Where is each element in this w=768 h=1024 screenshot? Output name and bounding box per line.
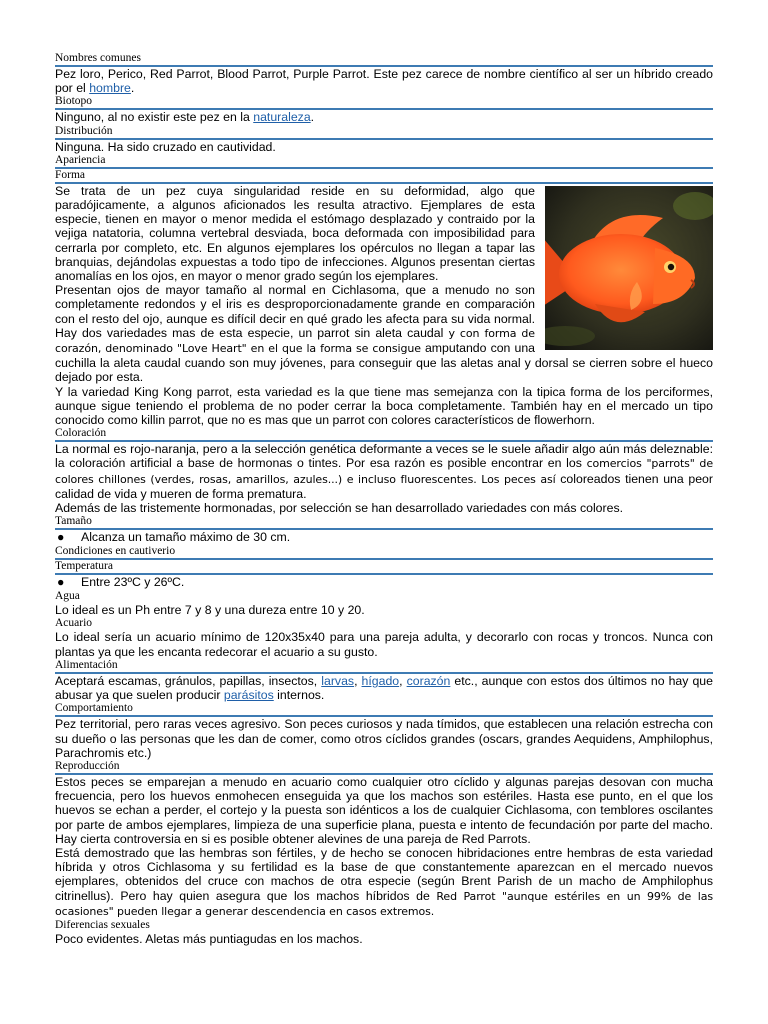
distribucion-text: Ninguna. Ha sido cruzado en cautividad. [55,139,276,154]
heading-distribucion: Distribución [55,125,713,140]
heading-diferencias-sexuales: Diferencias sexuales [55,918,150,931]
heading-condiciones: Condiciones en cautiverio [55,545,713,560]
heading-forma: Forma [55,169,713,184]
diferencias-text: Poco evidentes. Aletas más puntiagudas en los machos. [55,931,363,946]
heading-tamano: Tamaño [55,515,713,530]
forma-paragraph-3: Y la variedad King Kong parrot, esta variedad es la que tiene mas semejanza con la tipica forma de los perciformes, aunque sigue teniendo el problema de no poder cerrar la boca completamente. También hay en el mercado un tipo conocido como killin parrot, que no es mas que un parrot con colores característicos de flowerhorn. [55,384,713,428]
acuario-text: Lo ideal sería un acuario mínimo de 120x35x40 para una pareja adulta, y decorarlo con rocas y troncos. Nunca con plantas ya que les encanta redecorar el acuario a su gusto. [55,630,713,659]
alimentacion-text: Aceptará escamas, gránulos, papillas, insectos, larvas, hígado, corazón etc., aunque con estos dos últimos no hay que abusar ya que suelen producir parásitos internos. [55,673,713,703]
heading-coloracion: Coloración [55,427,713,442]
link-hombre[interactable]: hombre [89,81,131,96]
link-higado[interactable]: hígado [361,673,400,688]
comportamiento-text: Pez territorial, pero raras veces agresivo. Son peces curiosos y nada tímidos, que establecen una relación estrecha con su dueño o las personas que les dan de comer, como otros cíclidos grandes (oscars, grandes Aequidens, Amphilophus, Parachromis etc.) [55,717,713,760]
link-corazon[interactable]: corazón [406,673,451,688]
document-body [55,52,713,946]
heading-apariencia: Apariencia [55,154,713,169]
temperatura-bullet: ● Entre 23ºC y 26ºC. [57,575,185,590]
link-parasitos[interactable]: parásitos [223,688,274,703]
link-larvas[interactable]: larvas [321,673,355,688]
agua-text: Lo ideal es un Ph entre 7 y 8 y una dureza entre 10 y 20. [55,603,365,618]
heading-temperatura: Temperatura [55,560,713,575]
red-parrot-fish-photo [545,186,713,350]
forma-paragraph-2: Presentan ojos de mayor tamaño al normal en Cichlasoma, que a menudo no son completamente redondos y el iris es desproporcionadamente grande en comparación con el resto del ojo, aunque es difícil decir en qué grado les afecta para su vida normal. Hay dos variedades mas de esta especie, un parrot sin aleta caudal y con forma de corazón, denominado "Love Heart" en el que la forma se consigue amputando con una cuchilla la aleta caudal cuando son muy jóvenes, para conseguir que las aletas anal y dorsal se cierren sobre el hueco dejado por esta. [55,283,713,385]
coloracion-paragraph-1: La normal es rojo-naranja, pero a la selección genética deformante a veces se le suele añadir algo aún más deleznable: la coloración artificial a base de hormonas o tintes. Por esa razón es posible encontrar en los comercios "parrots" de colores chillones (verdes, rosas, amarillos, azules...) e incluso fluorescentes. Los peces así coloreados tienen una peor calidad de vida y mueren de forma prematura. [55,442,713,501]
tamano-bullet: ● Alcanza un tamaño máximo de 30 cm. [57,530,291,545]
reproduccion-paragraph-2: Está demostrado que las hembras son fértiles, y de hecho se conocen hibridaciones entre hembras de esta variedad híbrida y otros Cichlasoma y su fertilidad es la base de que constantemente aparezcan en el mercado nuevos ejemplares, obtenidos del cruce con machos de otra especie (según Brent Parish de un macho de Amphilophus citrinellus). Pero hay quien asegura que los machos híbridos de Red Parrot "aunque estériles en un 99% de las ocasiones" pueden llegar a generar descendencia en casos extremos. [55,845,713,918]
fish-pupil [668,264,674,270]
coloracion-paragraph-2: Además de las tristemente hormonadas, por selección se han desarrollado variedades con más colores. [55,501,624,516]
reproduccion-paragraph-1: Estos peces se emparejan a menudo en acuario como cualquier otro cíclido y algunas parejas desovan con mucha frecuencia, pero los huevos enmohecen enseguida ya que los machos son estériles. Hasta ese punto, en el que los huevos se echan a perder, el cortejo y la puesta son idénticos a los de cualquier Cichlasoma, con temblores oscilantes por parte de ambos ejemplares, limpieza de una superficie plana, puesta e intento de fecundación por parte del macho. Hay cierta controversia en si es posible obtener alevines de una pareja de Red Parrots. [55,774,713,846]
heading-nombres-comunes: Nombres comunes [55,52,713,67]
heading-agua: Agua [55,590,80,603]
heading-biotopo: Biotopo [55,95,713,110]
biotopo-text: Ninguno, al no existir este pez en la naturaleza. [55,110,315,125]
heading-comportamiento: Comportamiento [55,702,713,717]
bullet-dot: ● [57,530,65,545]
heading-acuario: Acuario [55,617,93,630]
bullet-dot: ● [57,575,65,590]
nombres-comunes-text: Pez loro, Perico, Red Parrot, Blood Parrot, Purple Parrot. Este pez carece de nombre científico al ser un híbrido creado por el hombre. [55,67,713,96]
heading-reproduccion: Reproducción [55,760,713,775]
link-naturaleza[interactable]: naturaleza [253,110,311,125]
forma-paragraph-1: Se trata de un pez cuya singularidad reside en su deformidad, algo que paradójicamente, a algunos aficionados les resulta atractivo. Ejemplares de esta especie, tienen en mayor o menor medida el estómago desplazado y contraido por la vejiga natatoria, columna vertebral desviada, boca deformada con imposibilidad para cerrarla por completo, etc. En algunos ejemplares los opérculos no llegan a tapar las branquias, dejándolas expuestas a todo tipo de infecciones. Algunos presentan ciertas anomalías en los ojos, en mayor o menor grado según los ejemplares. [55,184,713,283]
heading-alimentacion: Alimentación [55,659,713,674]
